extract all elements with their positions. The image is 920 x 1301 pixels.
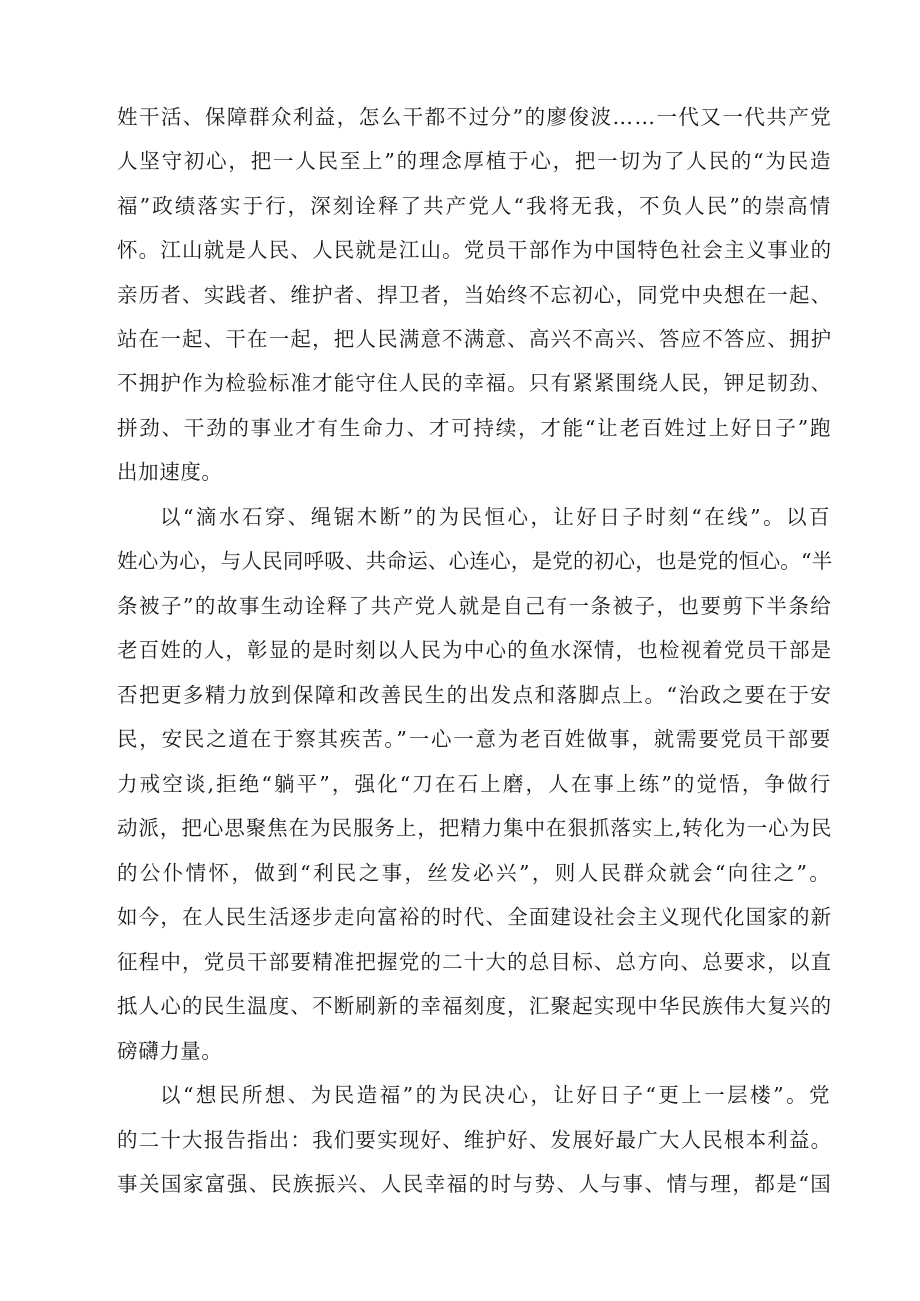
text-line: 否把更多精力放到保障和改善民生的出发点和落脚点上。“治政之要在于安: [117, 683, 833, 707]
text-line: 怀。江山就是人民、人民就是江山。党员干部作为中国特色社会主义事业的: [117, 238, 833, 262]
text-line: 征程中，党员干部要精准把握党的二十大的总目标、总方向、总要求，以直: [117, 950, 833, 974]
text-line: 的公仆情怀，做到“利民之事，丝发必兴”，则人民群众就会“向往之”。: [117, 861, 833, 885]
text-line: 老百姓的人，彰显的是时刻以人民为中心的鱼水深情，也检视着党员干部是: [117, 638, 833, 662]
text-line: 动派，把心思聚焦在为民服务上，把精力集中在狠抓落实上,转化为一心为民: [117, 816, 833, 840]
text-line: 亲历者、实践者、维护者、捍卫者，当始终不忘初心，同党中央想在一起、: [117, 283, 833, 307]
text-line: 不拥护作为检验标准才能守住人民的幸福。只有紧紧围绕人民，钾足韧劲、: [117, 371, 833, 395]
text-line: 力戒空谈,拒绝“躺平”，强化“刀在石上磨，人在事上练”的觉悟，争做行: [117, 772, 833, 796]
text-line: 拼劲、干劲的事业才有生命力、才可持续，才能“让老百姓过上好日子”跑: [117, 416, 833, 440]
text-line: 出加速度。: [117, 460, 223, 484]
paragraph-first-line: 以“想民所想、为民造福”的为民决心，让好日子“更上一层楼”。党: [160, 1083, 833, 1107]
text-line: 条被子”的故事生动诠释了共产党人就是自己有一条被子，也要剪下半条给: [117, 594, 833, 618]
text-line: 民，安民之道在于察其疾苦。”一心一意为老百姓做事，就需要党员干部要: [117, 727, 833, 751]
text-line: 如今，在人民生活逐步走向富裕的时代、全面建设社会主义现代化国家的新: [117, 905, 833, 929]
text-line: 姓干活、保障群众利益，怎么干都不过分”的廖俊波……一代又一代共产党: [117, 105, 833, 129]
text-line: 抵人心的民生温度、不断刷新的幸福刻度，汇聚起实现中华民族伟大复兴的: [117, 994, 833, 1018]
text-line: 磅礴力量。: [117, 1039, 223, 1063]
text-line: 的二十大报告指出：我们要实现好、维护好、发展好最广大人民根本利益。: [117, 1128, 833, 1152]
text-line: 福”政绩落实于行，深刻诠释了共产党人“我将无我，不负人民”的崇高情: [117, 194, 833, 218]
text-line: 姓心为心，与人民同呼吸、共命运、心连心，是党的初心，也是党的恒心。“半: [117, 549, 833, 573]
text-line: 事关国家富强、民族振兴、人民幸福的时与势、人与事、情与理，都是“国: [117, 1172, 833, 1196]
paragraph-first-line: 以“滴水石穿、绳锯木断”的为民恒心，让好日子时刻“在线”。以百: [160, 505, 833, 529]
text-line: 人坚守初心，把一人民至上”的理念厚植于心，把一切为了人民的“为民造: [117, 149, 833, 173]
text-line: 站在一起、干在一起，把人民满意不满意、高兴不高兴、答应不答应、拥护: [117, 327, 833, 351]
